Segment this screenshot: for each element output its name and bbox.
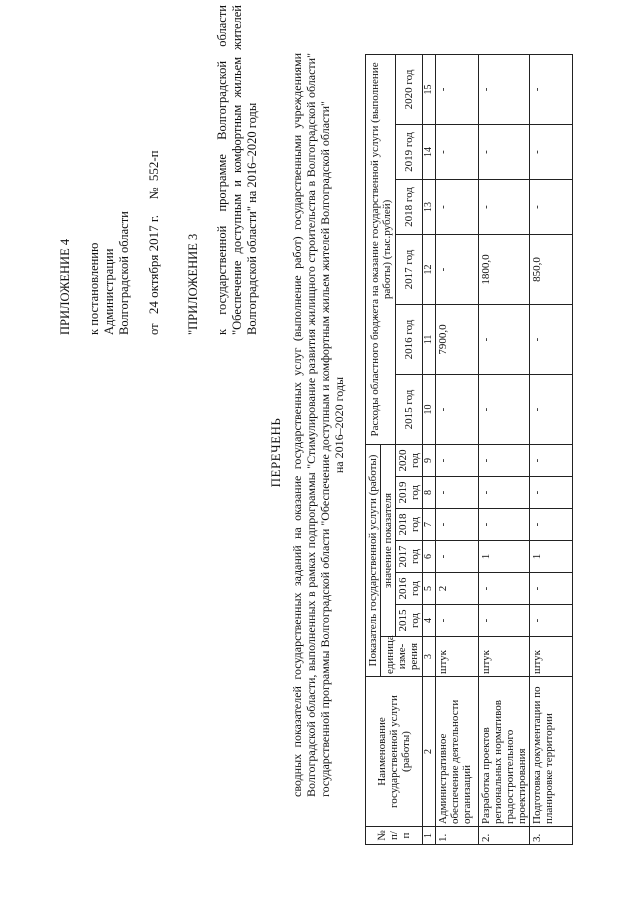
header-indicator-group: Показатель государственной услуги (работы) xyxy=(366,444,381,676)
appendix-header xyxy=(58,5,260,335)
decree-label: к постановлению xyxy=(87,242,101,335)
subtitle-body: сводных показателей государственных заданий на оказание государственных услуг (выполнение работ) государственными учреждениями Волгоградской области, выполненных в рамках подпрограммы "Стимулирование развития жилищного строительства в Волгоградской области" государственной программы Волгоградской области "Обеспечение доступным и комфортным жильем жителей Волгоградской области" xyxy=(290,53,332,797)
indicator-year-header: 2016 год xyxy=(396,573,423,605)
indicator-cell: - xyxy=(479,477,530,509)
indicator-cell: - xyxy=(479,605,530,637)
indicator-cell: - xyxy=(436,541,479,573)
expense-cell: - xyxy=(530,374,573,444)
column-number: 8 xyxy=(423,477,436,509)
subtitle-period: на 2016–2020 годы xyxy=(332,376,346,474)
column-number: 11 xyxy=(423,304,436,374)
column-number: 7 xyxy=(423,509,436,541)
table-row xyxy=(436,54,479,844)
row-number: 1. xyxy=(436,827,479,845)
indicator-cell: 2 xyxy=(436,573,479,605)
expense-year-header: 2015 год xyxy=(396,374,423,444)
header-unit: единица изме-рения xyxy=(381,637,423,677)
table-row xyxy=(530,54,573,844)
unit-cell: штук xyxy=(436,637,479,677)
administration-label: Администрации xyxy=(102,248,116,335)
expense-cell: - xyxy=(436,234,479,304)
expense-year-header: 2020 год xyxy=(396,54,423,124)
appendix3-description: к государственной программе Волгоградской области "Обеспечение доступным и комфортным жильем жителей Волгоградской области" на 2016–2020 годы xyxy=(215,5,259,335)
indicator-cell: - xyxy=(436,477,479,509)
decree-date-line xyxy=(146,35,162,335)
indicator-year-header: 2017 год xyxy=(396,541,423,573)
expense-cell: - xyxy=(479,304,530,374)
indicator-cell: - xyxy=(530,444,573,476)
expense-cell: 1800,0 xyxy=(479,234,530,304)
expense-cell: - xyxy=(436,54,479,124)
expense-year-header: 2019 год xyxy=(396,124,423,179)
services-table xyxy=(365,54,573,845)
column-number: 4 xyxy=(423,605,436,637)
column-number: 9 xyxy=(423,444,436,476)
appendix4-label: ПРИЛОЖЕНИЕ 4 xyxy=(58,238,72,335)
column-number: 6 xyxy=(423,541,436,573)
header-expenses-group: Расходы областного бюджета на оказание государственной услуги (выполнение работы) (тыс.рублей) xyxy=(366,54,396,444)
service-name: Подготовка документации по планировке территории xyxy=(530,677,573,827)
column-number: 14 xyxy=(423,124,436,179)
decree-number: 552-п xyxy=(146,150,161,182)
expense-cell: - xyxy=(530,179,573,234)
row-number: 3. xyxy=(530,827,573,845)
column-number: 13 xyxy=(423,179,436,234)
expense-cell: - xyxy=(530,54,573,124)
indicator-cell: - xyxy=(530,573,573,605)
expense-cell: 7900,0 xyxy=(436,304,479,374)
expense-cell: - xyxy=(530,304,573,374)
row-number: 2. xyxy=(479,827,530,845)
expense-cell: - xyxy=(436,374,479,444)
indicator-year-header: 2020 год xyxy=(396,444,423,476)
column-number: 5 xyxy=(423,573,436,605)
unit-cell: штук xyxy=(530,637,573,677)
service-name: Разработка проектов региональных нормативов градостроительного проектирования xyxy=(479,677,530,827)
expense-cell: - xyxy=(436,179,479,234)
indicator-cell: - xyxy=(436,509,479,541)
column-number: 2 xyxy=(423,677,436,827)
indicator-cell: - xyxy=(479,444,530,476)
unit-cell: штук xyxy=(479,637,530,677)
document-subtitle xyxy=(290,53,346,797)
indicator-cell: 1 xyxy=(530,541,573,573)
column-number: 15 xyxy=(423,54,436,124)
expense-cell: - xyxy=(530,124,573,179)
indicator-cell: - xyxy=(530,509,573,541)
expense-cell: - xyxy=(436,124,479,179)
column-number: 1 xyxy=(423,827,436,845)
date-prefix: от xyxy=(147,323,161,335)
number-prefix: № xyxy=(147,187,161,200)
expense-year-header: 2018 год xyxy=(396,179,423,234)
expense-cell: - xyxy=(479,374,530,444)
header-indicator-value: значение показателя xyxy=(381,444,396,636)
column-number: 12 xyxy=(423,234,436,304)
indicator-cell: - xyxy=(479,509,530,541)
appendix3-label: "ПРИЛОЖЕНИЕ 3 xyxy=(186,233,200,335)
expense-year-header: 2017 год xyxy=(396,234,423,304)
table-row xyxy=(479,54,530,844)
document-title: ПЕРЕЧЕНЬ xyxy=(268,417,283,488)
header-service-name: Наименование государственной услуги (работы) xyxy=(366,677,423,827)
indicator-cell: - xyxy=(436,444,479,476)
indicator-year-header: 2015 год xyxy=(396,605,423,637)
column-number-row xyxy=(423,54,436,844)
indicator-cell: - xyxy=(436,605,479,637)
expense-cell: - xyxy=(479,54,530,124)
decree-date: 24 октября 2017 г. xyxy=(146,214,161,315)
indicator-year-header: 2018 год xyxy=(396,509,423,541)
indicator-cell: 1 xyxy=(479,541,530,573)
region-label: Волгоградской области xyxy=(117,211,131,335)
indicator-cell: - xyxy=(530,605,573,637)
service-name: Административное обеспечение деятельности организаций xyxy=(436,677,479,827)
expense-year-header: 2016 год xyxy=(396,304,423,374)
column-number: 10 xyxy=(423,374,436,444)
indicator-cell: - xyxy=(530,477,573,509)
expense-cell: - xyxy=(479,124,530,179)
expense-cell: 850,0 xyxy=(530,234,573,304)
indicator-year-header: 2019 год xyxy=(396,477,423,509)
header-num: № п/п xyxy=(366,827,423,845)
indicator-cell: - xyxy=(479,573,530,605)
expense-cell: - xyxy=(479,179,530,234)
column-number: 3 xyxy=(423,637,436,677)
